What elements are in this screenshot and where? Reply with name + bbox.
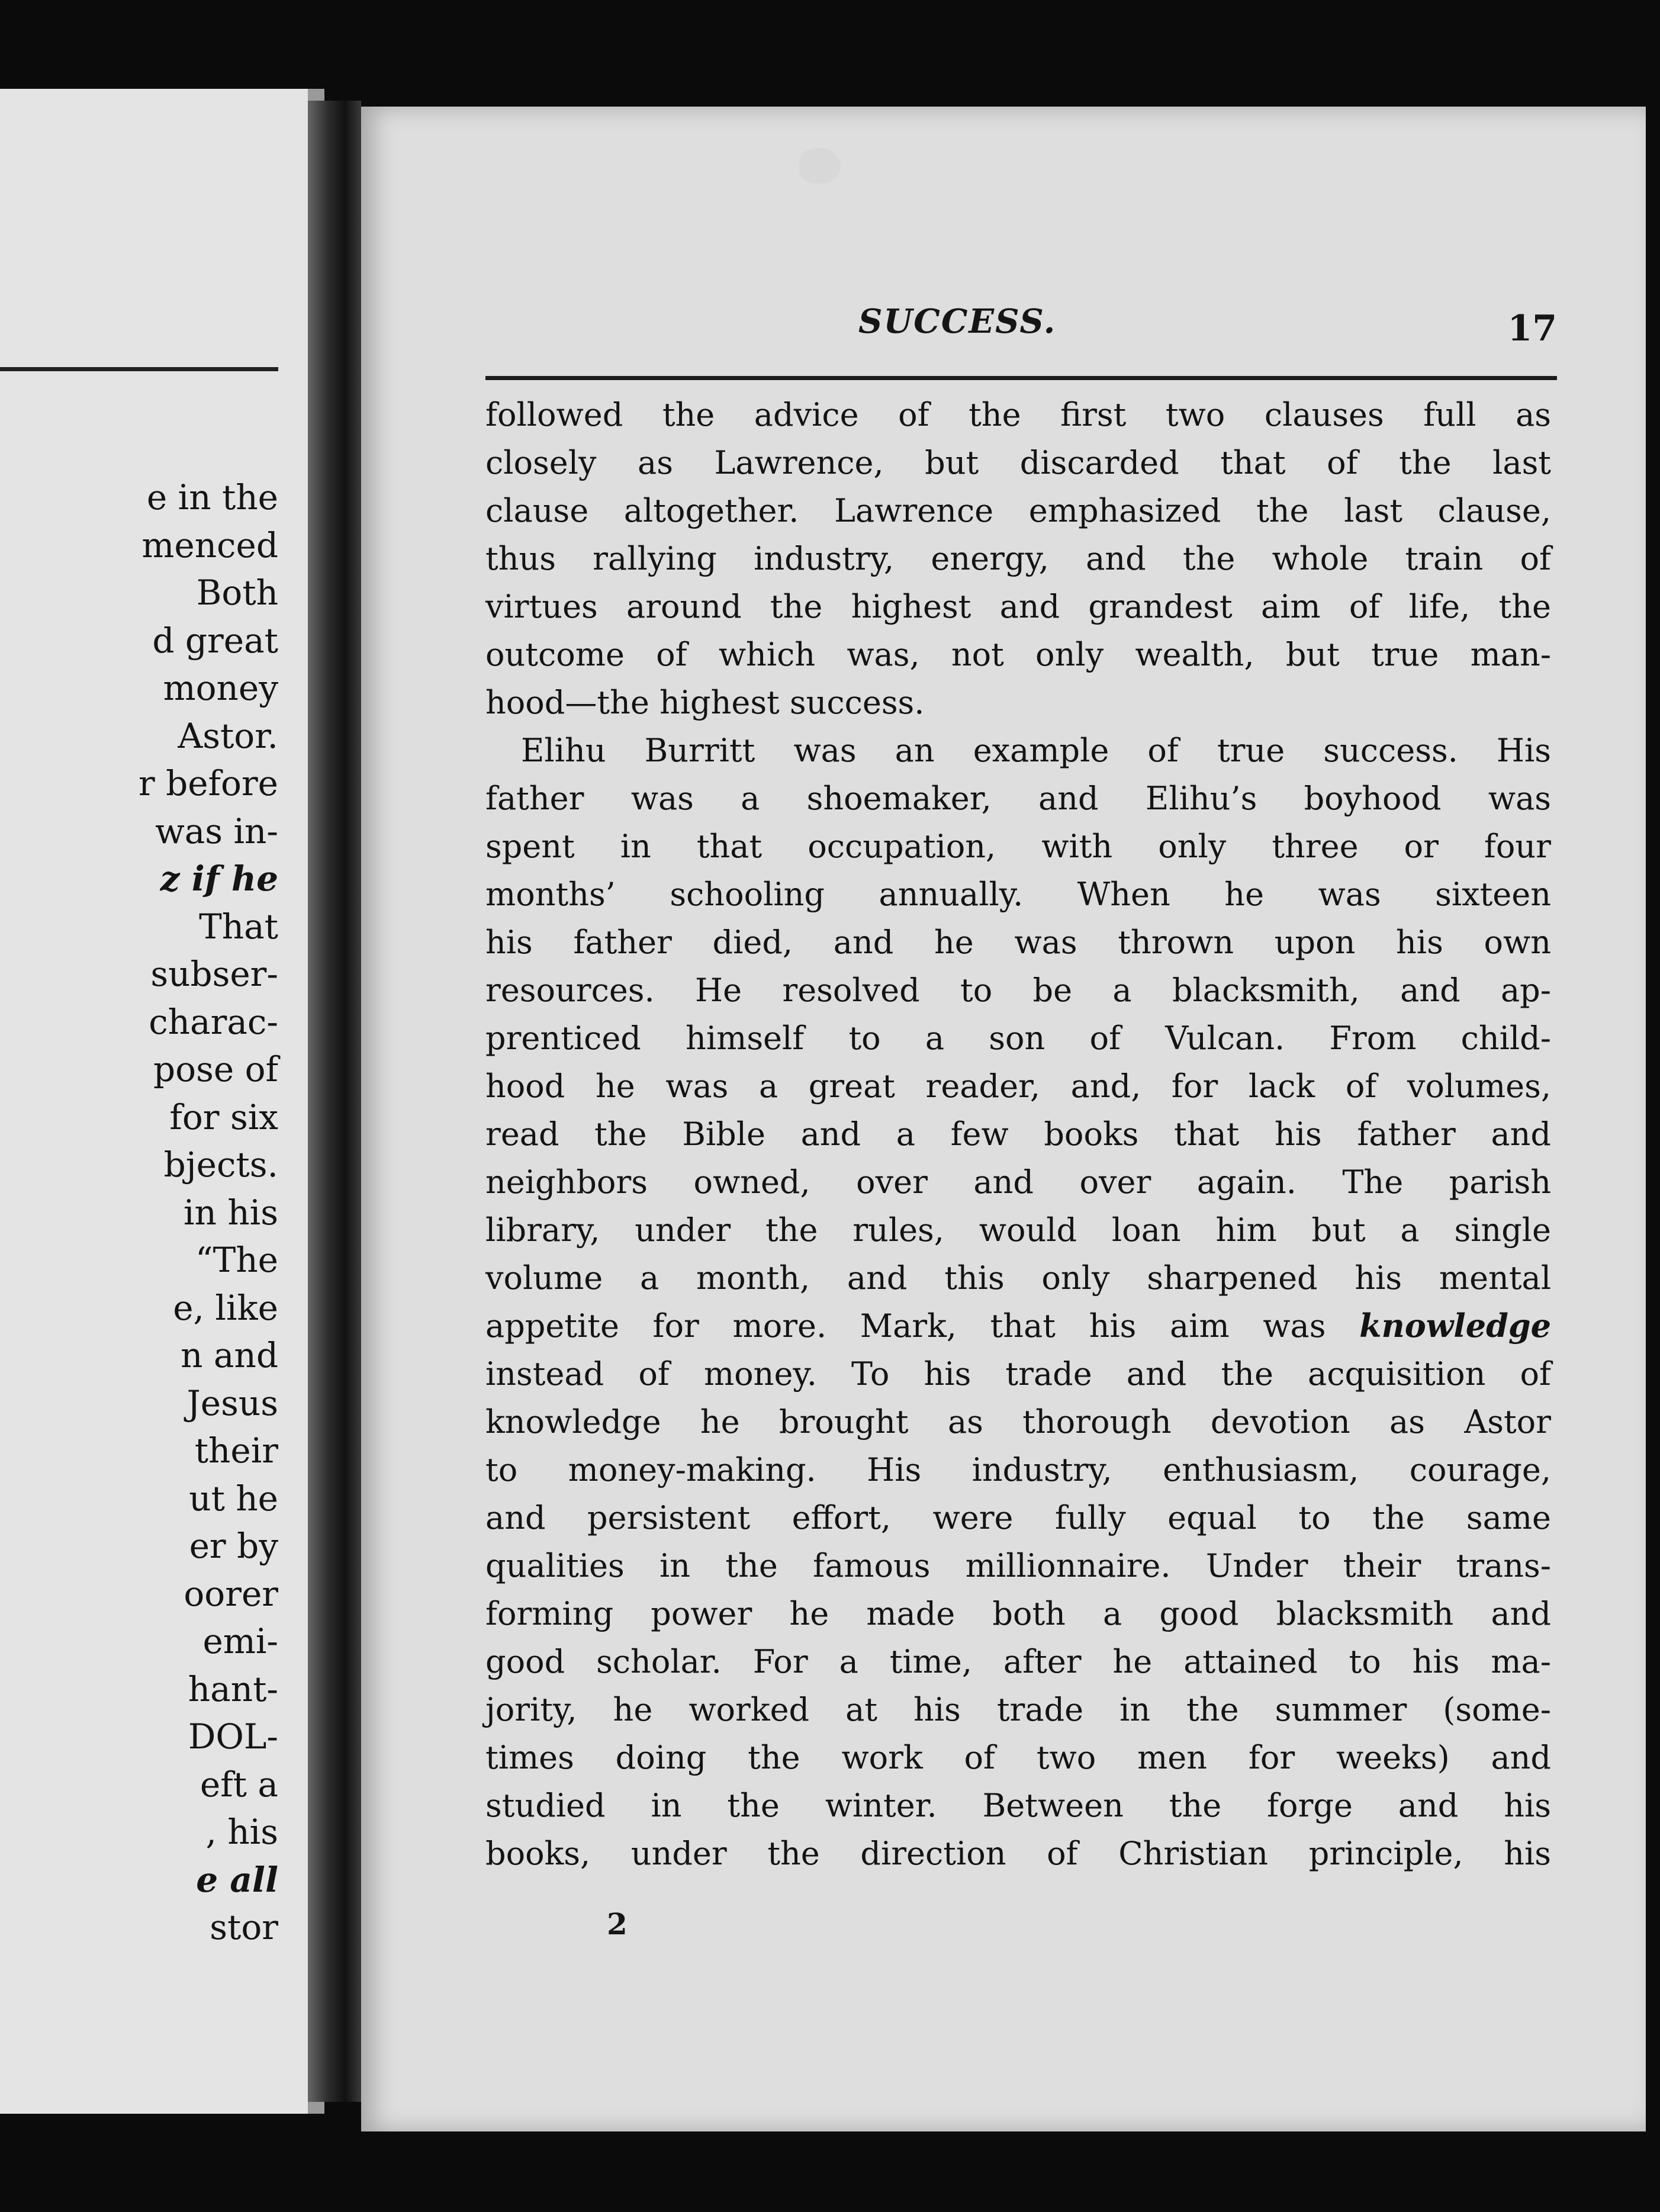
book-gutter: [308, 101, 361, 2102]
left-line: hant-: [188, 1668, 278, 1709]
right-page: [361, 107, 1646, 2131]
text-line: resources. He resolved to be a blacksmith, and ap-: [485, 972, 1551, 1009]
page-header: [480, 302, 1557, 355]
left-line: “The: [195, 1240, 278, 1280]
text-line: followed the advice of the first two clauses full as: [485, 396, 1551, 433]
text-line: studied in the winter. Between the forge and his: [485, 1787, 1551, 1824]
left-line: their: [194, 1430, 278, 1471]
text-line: hood—the highest success.: [485, 684, 925, 721]
text-line-with-emphasis: [485, 1302, 1551, 1350]
running-head: SUCCESS.: [858, 302, 1057, 341]
text-line: read the Bible and a few books that his father and: [485, 1115, 1551, 1153]
emphasis-knowledge: knowledge: [1359, 1307, 1551, 1345]
text-line: thus rallying industry, energy, and the whole train of: [485, 540, 1551, 577]
left-line: was in-: [155, 811, 278, 851]
header-rule: [485, 376, 1557, 380]
text-line: outcome of which was, not only wealth, but true man-: [485, 636, 1551, 673]
left-line: for six: [169, 1097, 278, 1137]
page-number: 17: [1507, 308, 1557, 349]
left-line: n and: [181, 1335, 278, 1375]
left-line: That: [199, 906, 278, 947]
left-line: Astor.: [178, 715, 278, 756]
left-line: subser-: [150, 954, 278, 994]
left-line: money: [163, 668, 278, 708]
left-line: menced: [141, 525, 278, 565]
left-line: stor: [210, 1907, 278, 1947]
left-line: bjects.: [163, 1144, 278, 1185]
left-line: e all: [196, 1859, 278, 1900]
text-line: his father died, and he was thrown upon his own: [485, 924, 1551, 961]
body-text: [485, 391, 1551, 1877]
text-line: Elihu Burritt was an example of true success. His: [521, 732, 1551, 769]
text-line: to money-making. His industry, enthusiasm, courage,: [485, 1451, 1551, 1488]
text-line: books, under the direction of Christian principle, his: [485, 1835, 1551, 1872]
text-line: good scholar. For a time, after he attained to his ma-: [485, 1643, 1551, 1680]
text-line: spent in that occupation, with only three or four: [485, 828, 1551, 865]
text-line: clause altogether. Lawrence emphasized the last clause,: [485, 492, 1551, 529]
text-line: virtues around the highest and grandest aim of life, the: [485, 588, 1551, 625]
left-line: r before: [138, 763, 278, 803]
text-line: instead of money. To his trade and the acquisition of: [485, 1355, 1551, 1393]
left-line: d great: [152, 620, 278, 661]
text-line: hood he was a great reader, and, for lack of volumes,: [485, 1068, 1551, 1105]
text-line: neighbors owned, over and over again. The parish: [485, 1163, 1551, 1201]
paper-blemish: [799, 148, 841, 184]
text-line: father was a shoemaker, and Elihu’s boyhood was: [485, 780, 1551, 817]
text-line: prenticed himself to a son of Vulcan. From child-: [485, 1020, 1551, 1057]
left-line: Jesus: [186, 1382, 278, 1423]
left-page-header-rule: [0, 367, 278, 371]
left-line: in his: [183, 1192, 278, 1233]
left-line: e, like: [173, 1287, 278, 1328]
text-line-start: appetite for more. Mark, that his aim was: [485, 1307, 1326, 1345]
left-line: , his: [205, 1812, 278, 1852]
left-line: eft a: [200, 1764, 278, 1805]
left-line: oorer: [184, 1573, 278, 1614]
text-line: times doing the work of two men for weeks) and: [485, 1739, 1551, 1776]
left-line: ut he: [189, 1478, 278, 1519]
text-line: library, under the rules, would loan him but a single: [485, 1211, 1551, 1249]
text-line: qualities in the famous millionnaire. Under their trans-: [485, 1547, 1551, 1584]
signature-mark: 2: [607, 1906, 628, 1941]
left-line: er by: [189, 1526, 278, 1566]
text-line: jority, he worked at his trade in the summer (some-: [485, 1691, 1551, 1728]
left-line: DOL-: [188, 1716, 278, 1757]
left-line: charac-: [149, 1001, 278, 1042]
left-line: Both: [196, 573, 278, 613]
left-line: z if he: [160, 859, 278, 899]
text-line: volume a month, and this only sharpened his mental: [485, 1259, 1551, 1297]
left-line: pose of: [153, 1049, 278, 1089]
left-line: emi-: [202, 1621, 278, 1661]
left-line: e in the: [146, 477, 278, 517]
text-line: knowledge he brought as thorough devotion as Astor: [485, 1403, 1551, 1441]
text-line: closely as Lawrence, but discarded that of the last: [485, 444, 1551, 481]
left-page: [0, 89, 324, 2114]
text-line: forming power he made both a good blacksmith and: [485, 1595, 1551, 1632]
text-line: and persistent effort, were fully equal to the same: [485, 1499, 1551, 1536]
text-line: months’ schooling annually. When he was sixteen: [485, 876, 1551, 913]
left-page-text: [0, 474, 278, 1951]
